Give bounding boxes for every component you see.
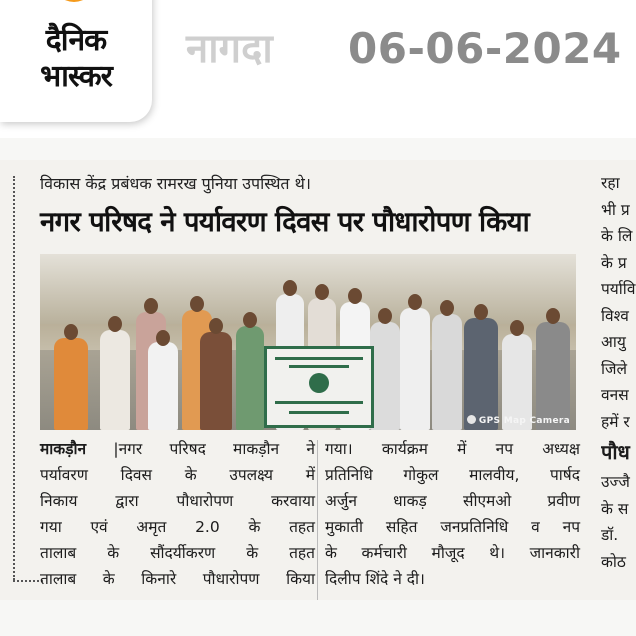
banner-stripe <box>289 411 349 414</box>
logo-text-line1: दैनिक <box>45 23 107 58</box>
person-figure <box>100 330 130 430</box>
neighbor-line: हमें र <box>601 412 630 431</box>
person-figure <box>432 314 462 430</box>
person-head <box>283 280 297 296</box>
article-photo <box>40 254 576 430</box>
article-line: तालाब के किनारे पौधारोपण किया <box>40 570 315 588</box>
neighbor-line: जिले <box>601 359 628 378</box>
person-figure <box>236 326 264 430</box>
edition-date: 06-06-2024 <box>348 24 622 73</box>
cut-line-bottom <box>13 580 43 582</box>
neighbor-line: वनस <box>601 386 629 404</box>
banner-emblem-icon <box>309 373 329 393</box>
person-head <box>510 320 524 336</box>
person-head <box>108 316 122 332</box>
article-line: अर्जुन धाकड़ सीएमओ प्रवीण <box>325 492 580 510</box>
person-head <box>243 312 257 328</box>
article-line: गया। कार्यक्रम में नप अध्यक्ष <box>325 440 580 458</box>
watermark-text: GPS Map Camera <box>478 416 570 426</box>
neighbor-article-column <box>601 170 636 575</box>
person-head <box>209 318 223 334</box>
banner-stripe <box>289 365 349 368</box>
banner-stripe <box>275 357 363 360</box>
person-figure <box>370 322 400 430</box>
person-figure <box>400 308 430 430</box>
article-headline: नगर परिषद ने पर्यावरण दिवस पर पौधारोपण किया <box>40 206 530 238</box>
person-head <box>190 296 204 312</box>
person-figure <box>200 332 232 430</box>
edition-city: नागदा <box>186 26 273 72</box>
person-head <box>64 324 78 340</box>
article-line <box>40 436 315 462</box>
neighbor-line: के लि <box>601 227 633 245</box>
article-line-text: |नगर परिषद माकड़ौन ने <box>113 440 315 458</box>
neighbor-line: के प्र <box>601 253 627 272</box>
previous-article-tail: विकास केंद्र प्रबंधक रामरख पुनिया उपस्थित थे। <box>40 174 311 193</box>
neighbor-line: डॉ. <box>601 526 619 544</box>
gps-camera-icon <box>467 415 476 424</box>
person-figure <box>148 342 178 430</box>
neighbor-line: विश्व <box>601 306 629 325</box>
cut-line-left <box>13 176 15 580</box>
person-head <box>474 304 488 320</box>
article-line: दिलीप शिंदे ने दी। <box>325 570 425 588</box>
neighbor-line: कोठ <box>601 552 626 571</box>
article-line: के कर्मचारी मौजूद थे। जानकारी <box>325 544 580 562</box>
gps-camera-watermark <box>467 415 570 426</box>
article-line: निकाय द्वारा पौधारोपण करवाया <box>40 492 315 510</box>
person-figure <box>536 322 570 430</box>
dainik-bhaskar-logo <box>0 0 152 122</box>
environment-day-banner <box>264 346 374 428</box>
person-head <box>348 288 362 304</box>
person-head <box>144 298 158 314</box>
person-head <box>440 300 454 316</box>
neighbor-subhead: पौध <box>601 440 630 464</box>
column-divider <box>317 440 318 600</box>
neighbor-line: आयु <box>601 333 626 351</box>
person-head <box>378 308 392 324</box>
article-column-2 <box>325 436 580 592</box>
person-head <box>156 330 170 346</box>
neighbor-line: भी प्र <box>601 200 630 219</box>
article-line: प्रतिनिधि गोकुल मालवीय, पार्षद <box>325 466 580 484</box>
neighbor-line: पर्यावि <box>601 280 636 298</box>
person-figure <box>464 318 498 430</box>
person-head <box>546 308 560 324</box>
banner-stripe <box>275 401 363 404</box>
logo-text-line2: भास्कर <box>40 59 112 94</box>
epaper-header <box>0 0 636 138</box>
article-dateline: माकड़ौन <box>40 440 87 458</box>
person-figure <box>54 338 88 430</box>
sun-logo-icon <box>53 0 95 2</box>
article-line: मुकाती सहित जनप्रतिनिधि व नप <box>325 518 580 536</box>
neighbor-line: उज्जै <box>601 473 630 491</box>
article-line: गया एवं अमृत 2.0 के तहत <box>40 518 315 536</box>
article-line: पर्यावरण दिवस के उपलक्ष्य में <box>40 466 315 484</box>
article-line: तालाब के सौंदर्यीकरण के तहत <box>40 544 315 562</box>
neighbor-line: रहा <box>601 174 620 192</box>
neighbor-line: के स <box>601 499 629 518</box>
article-column-1 <box>40 436 315 592</box>
person-head <box>315 284 329 300</box>
person-head <box>408 294 422 310</box>
